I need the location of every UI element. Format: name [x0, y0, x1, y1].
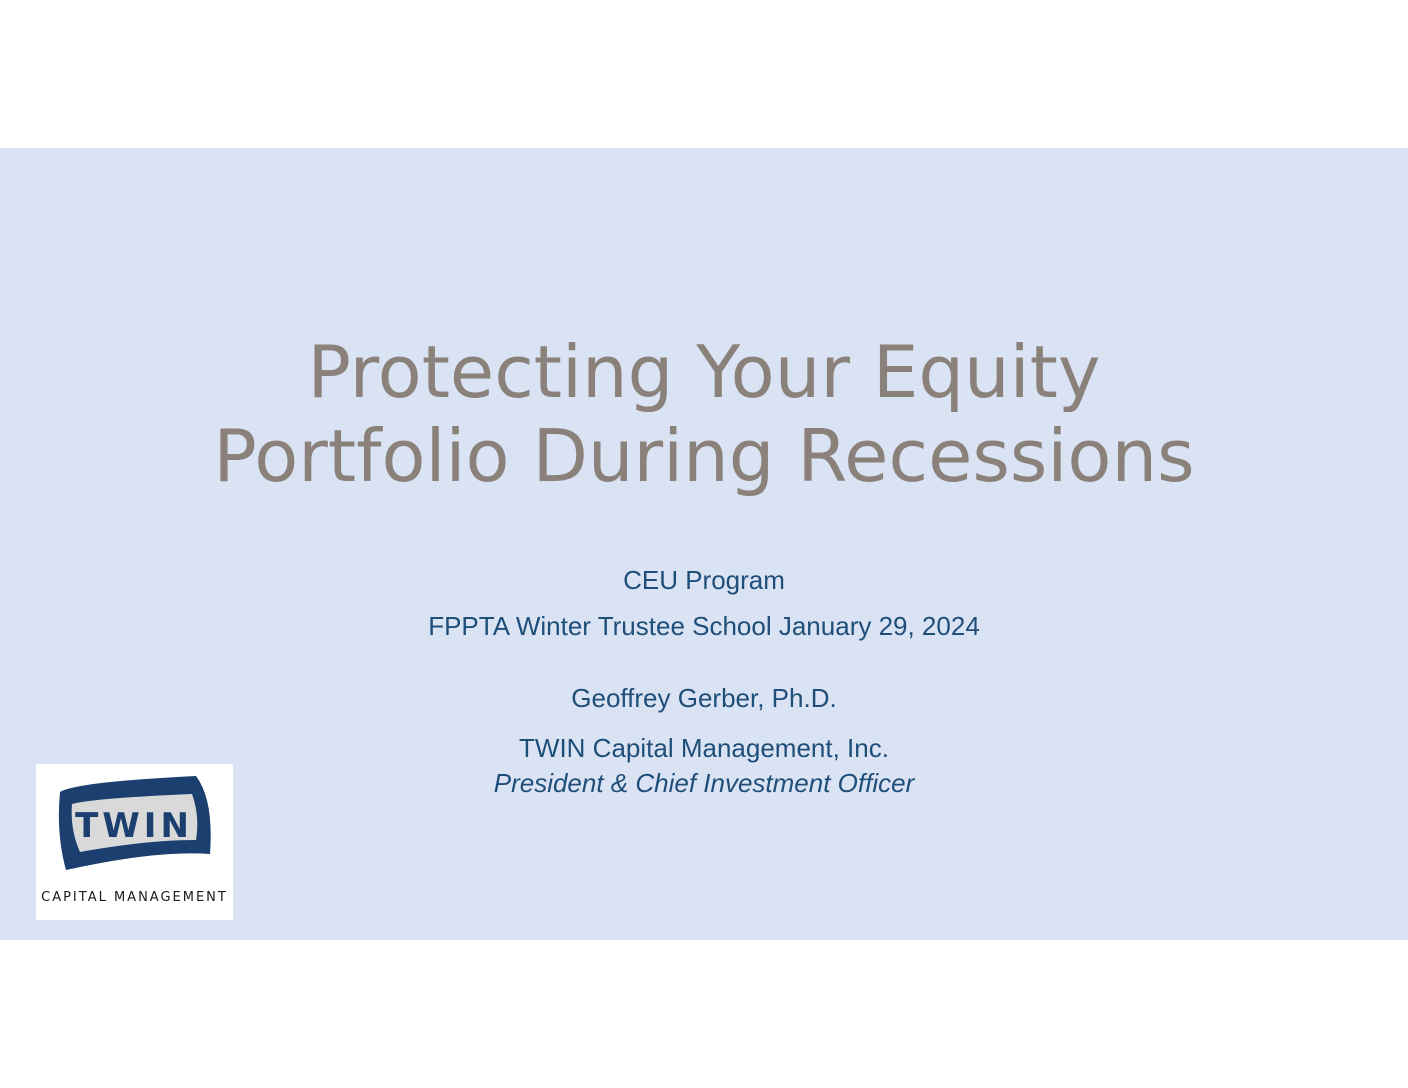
- event-label: FPPTA Winter Trustee School January 29, 2024: [428, 611, 980, 641]
- slide-title: [0, 330, 1408, 498]
- twin-logo: [36, 764, 233, 920]
- program-label: CEU Program: [623, 565, 785, 595]
- title-line-2: Portfolio During Recessions: [213, 414, 1195, 498]
- presenter-name: Geoffrey Gerber, Ph.D.: [571, 683, 837, 713]
- company-name: TWIN Capital Management, Inc.: [519, 733, 889, 763]
- logo-wordmark: TWIN: [75, 806, 193, 846]
- title-line-1: Protecting Your Equity: [307, 330, 1101, 414]
- presenter-role: President & Chief Investment Officer: [493, 768, 915, 798]
- logo-caption: CAPITAL MANAGEMENT: [41, 890, 228, 905]
- twin-logo-mark: [36, 764, 233, 884]
